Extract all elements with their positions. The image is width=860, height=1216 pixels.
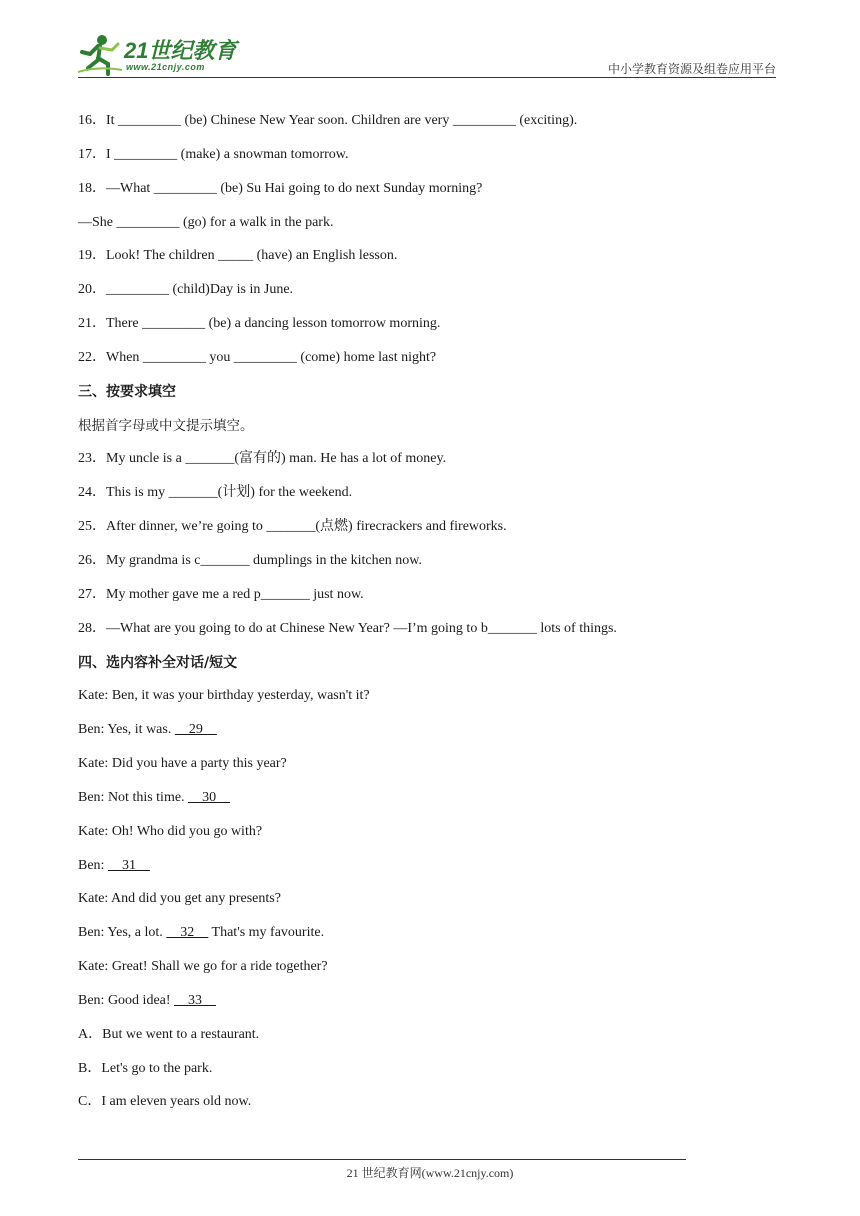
question-line: Kate: Ben, it was your birthday yesterday, wasn't it? bbox=[78, 688, 370, 704]
dialogue-line bbox=[78, 920, 778, 954]
footer-divider bbox=[78, 1159, 686, 1160]
question-line: 18．—What _________ (be) Su Hai going to do next Sunday morning? bbox=[78, 180, 483, 196]
question-line: Kate: Great! Shall we go for a ride together? bbox=[78, 959, 328, 975]
question-line: 20．_________ (child)Day is in June. bbox=[78, 282, 294, 298]
dialogue-text: Ben: Good idea! bbox=[78, 992, 175, 1008]
logo-title: 21世纪教育 bbox=[124, 38, 237, 63]
question-line: 16．It _________ (be) Chinese New Year soon. Children are very _________ (exciting). bbox=[78, 113, 578, 128]
question-line: 19．Look! The children _____ (have) an English lesson. bbox=[78, 248, 398, 264]
dialogue-line bbox=[78, 988, 778, 1022]
logo-url: www.21cnjy.com bbox=[126, 62, 205, 72]
section-heading: 三、按要求填空 bbox=[78, 383, 176, 400]
question-line: 17．I _________ (make) a snowman tomorrow. bbox=[78, 146, 349, 162]
question-line: B．Let's go to the park. bbox=[78, 1060, 213, 1076]
question-line: 22．When _________ you _________ (come) home last night? bbox=[78, 349, 437, 365]
question-line: Kate: And did you get any presents? bbox=[78, 891, 281, 907]
dialogue-text: Ben: Yes, it was. bbox=[78, 722, 175, 738]
question-line: 24．This is my _______(计划) for the weekend. bbox=[78, 485, 353, 501]
dialogue-text-after: That's my favourite. bbox=[208, 925, 325, 941]
answer-blank[interactable]: 33 bbox=[174, 992, 217, 1008]
question-line: 27．My mother gave me a red p_______ just now. bbox=[78, 586, 364, 602]
page-header bbox=[78, 30, 776, 78]
answer-blank[interactable]: 30 bbox=[188, 789, 231, 805]
document-body bbox=[78, 108, 778, 1123]
question-line: —She _________ (go) for a walk in the park. bbox=[78, 214, 334, 230]
runner-logo-icon bbox=[78, 32, 124, 76]
header-platform-title: 中小学教育资源及组卷应用平台 bbox=[607, 62, 776, 76]
site-logo[interactable] bbox=[78, 32, 248, 76]
dialogue-line bbox=[78, 717, 778, 751]
answer-blank[interactable]: 29 bbox=[174, 722, 217, 738]
section-heading: 四、选内容补全对话/短文 bbox=[78, 654, 238, 671]
instruction-text: 根据首字母或中文提示填空。 bbox=[78, 417, 254, 434]
answer-blank[interactable]: 32 bbox=[166, 925, 209, 941]
dialogue-text: Ben: bbox=[78, 857, 108, 873]
question-line: A．But we went to a restaurant. bbox=[78, 1026, 260, 1042]
dialogue-text: Ben: Yes, a lot. bbox=[78, 925, 167, 941]
question-line: 25．After dinner, we’re going to _______(点燃) firecrackers and fireworks. bbox=[78, 519, 507, 535]
question-line: 26．My grandma is c_______ dumplings in the kitchen now. bbox=[78, 552, 422, 568]
dialogue-line bbox=[78, 853, 778, 887]
question-line: 21．There _________ (be) a dancing lesson tomorrow morning. bbox=[78, 316, 441, 332]
question-line: Kate: Did you have a party this year? bbox=[78, 756, 287, 772]
answer-blank[interactable]: 31 bbox=[107, 857, 150, 873]
page-footer: 21 世纪教育网(www.21cnjy.com) bbox=[346, 1166, 514, 1180]
dialogue-text: Ben: Not this time. bbox=[78, 789, 189, 805]
question-line: Kate: Oh! Who did you go with? bbox=[78, 823, 263, 839]
question-line: 28．—What are you going to do at Chinese New Year? —I’m going to b_______ lots of things. bbox=[78, 620, 617, 636]
question-line: C．I am eleven years old now. bbox=[78, 1094, 252, 1110]
question-line: 23．My uncle is a _______(富有的) man. He has a lot of money. bbox=[78, 451, 447, 467]
dialogue-line bbox=[78, 785, 778, 819]
header-divider bbox=[78, 77, 776, 78]
